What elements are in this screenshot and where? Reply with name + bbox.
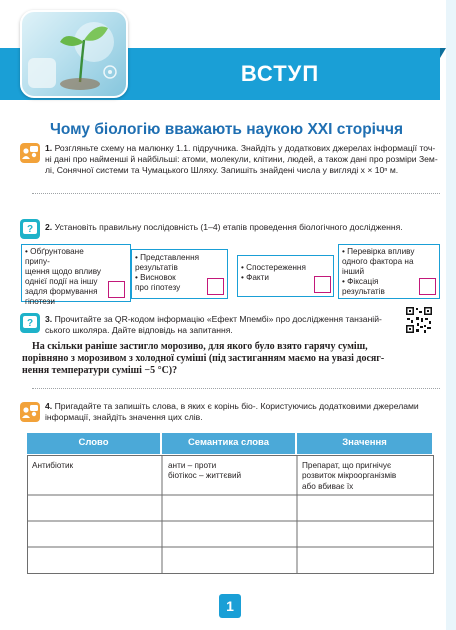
stage-box-3-line-2: Факти: [246, 273, 269, 282]
task-3-line-1: Прочитайте за QR-кодом інформацію «Ефект Мпембі» про дослідження танзаній-: [54, 314, 382, 324]
task-2-number: 2.: [45, 222, 53, 232]
stage-box-2-line-3: Висновок: [140, 273, 176, 282]
table-cell-semantics-line-2: біотікос – життєвий: [168, 471, 242, 481]
people-discussion-icon: [20, 402, 40, 422]
stage-box-1-checkbox[interactable]: [108, 281, 125, 298]
table-cell-word[interactable]: [32, 461, 158, 471]
stage-box-2-line-4: про гіпотезу: [135, 283, 181, 292]
task-icon-question: [20, 219, 40, 239]
task-3-number: 3.: [45, 314, 53, 324]
stage-box-1: [21, 244, 131, 306]
header-photo-seedling: [20, 10, 128, 98]
svg-text:?: ?: [26, 224, 34, 235]
page-title: ВСТУП: [240, 61, 320, 86]
section-subtitle: Чому біологію вважають наукою XXI сторіччя: [50, 121, 404, 138]
question-text: [22, 341, 437, 378]
task-icon-discussion-2: [20, 402, 40, 422]
stage-box-2-line-1: Представлення: [140, 253, 200, 262]
stage-box-1-line-4: задля формування: [25, 287, 98, 296]
task-1-line-1: Розгляньте схему на малюнку 1.1. підручника. Знайдіть у додаткових джерелах інформації точ-: [54, 143, 436, 153]
table-header-meaning: Значення: [297, 433, 432, 454]
table-header-semantics: Семантика слова: [162, 433, 295, 454]
stage-box-2: [131, 249, 228, 299]
task-4: [45, 401, 440, 423]
stage-box-3-checkbox[interactable]: [314, 276, 331, 293]
stage-box-3-line-1: Спостереження: [246, 263, 306, 272]
people-discussion-icon: [20, 143, 40, 163]
stage-box-3-text: • Спостереження • Факти: [241, 263, 306, 282]
page-edge-strip: [446, 0, 456, 630]
stage-box-4-line-1: Перевірка впливу: [347, 247, 415, 256]
task-4-number: 4.: [45, 401, 53, 411]
table-header-word: Слово: [27, 433, 160, 454]
task-3-line-2: ського школяра. Дайте відповідь на запитання.: [45, 325, 233, 335]
table-cell-meaning-line-2: розвиток мікроорганізмів: [302, 471, 397, 481]
task-1-line-3: лі, Сонячної системи та Чумацького Шляху. Запишіть знайдені числа у вигляді x × 10ⁿ м.: [45, 165, 399, 175]
stage-box-4-line-3: інший: [342, 267, 365, 276]
task-1: [45, 143, 440, 176]
table-cell-meaning-line-1: Препарат, що пригнічує: [302, 461, 392, 470]
qr-code[interactable]: [405, 306, 433, 334]
word-table: [27, 455, 434, 574]
stage-box-1-text: • Обґрунтоване припу- щення щодо впливу однієї події на іншу задля формування гіпотези: [25, 247, 107, 307]
table-cell-word-text: Антибіотик: [32, 461, 74, 470]
task-2: [45, 222, 440, 233]
stage-box-3: [237, 255, 334, 297]
svg-text:?: ?: [26, 318, 34, 329]
task-2-text: Установіть правильну послідовність (1–4) етапів проведення біологічного дослідження.: [54, 222, 403, 232]
task-1-number: 1.: [45, 143, 53, 153]
table-cell-meaning[interactable]: [302, 461, 430, 492]
seedling-icon: [22, 12, 126, 96]
task-icon-question-2: [20, 313, 40, 333]
table-cell-semantics-line-1: анти – проти: [168, 461, 217, 470]
stage-box-4-line-4: Фіксація: [347, 277, 379, 286]
task-4-line-1: Пригадайте та запишіть слова, в яких є корінь біо-. Користуючись додатковими джерелами: [54, 401, 419, 411]
question-line-2: порівняно з морозивом з холодної суміші (під застиганням маємо на увазі досяг-: [22, 353, 385, 365]
stage-box-1-line-1: Обґрунтоване припу-: [25, 247, 84, 266]
question-icon: [20, 219, 40, 239]
stage-box-2-line-2: результатів: [135, 263, 178, 272]
stage-box-4-text: • Перевірка впливу одного фактора на інший • Фіксація результатів: [342, 247, 420, 297]
question-line-3: нення температури суміші −5 °С)?: [22, 365, 178, 377]
page-number: 1: [219, 594, 241, 618]
table-cell-meaning-line-3: або вбиває їх: [302, 481, 354, 491]
task-3: [45, 314, 395, 336]
header-fold: [440, 48, 446, 58]
task-1-line-2: ні дані про найменші й найбільші: атоми, молекули, клітини, людей, а також дані про розміри Зем-: [45, 154, 438, 164]
stage-box-1-line-2: щення щодо впливу: [25, 267, 101, 276]
stage-box-1-line-3: однієї події на іншу: [25, 277, 98, 286]
task-icon-discussion: [20, 143, 40, 163]
question-icon: [20, 313, 40, 333]
stage-box-2-text: • Представлення результатів • Висновок про гіпотезу: [135, 253, 207, 293]
answer-line: [32, 193, 440, 194]
table-cell-semantics[interactable]: [168, 461, 294, 482]
stage-box-4-line-5: результатів: [342, 287, 385, 296]
stage-box-1-line-5: гіпотези: [25, 297, 55, 306]
stage-box-4-line-2: одного фактора на: [342, 257, 414, 266]
question-line-1: На скільки раніше застигло морозиво, для якого було взято гарячу суміш,: [32, 341, 368, 352]
stage-box-2-checkbox[interactable]: [207, 278, 224, 295]
task-4-line-2: інформації, знайдіть значення цих слів.: [45, 412, 203, 422]
qr-code-icon: [405, 306, 433, 334]
answer-line-2: [32, 388, 440, 389]
stage-box-4: [338, 244, 440, 299]
stage-box-4-checkbox[interactable]: [419, 278, 436, 295]
